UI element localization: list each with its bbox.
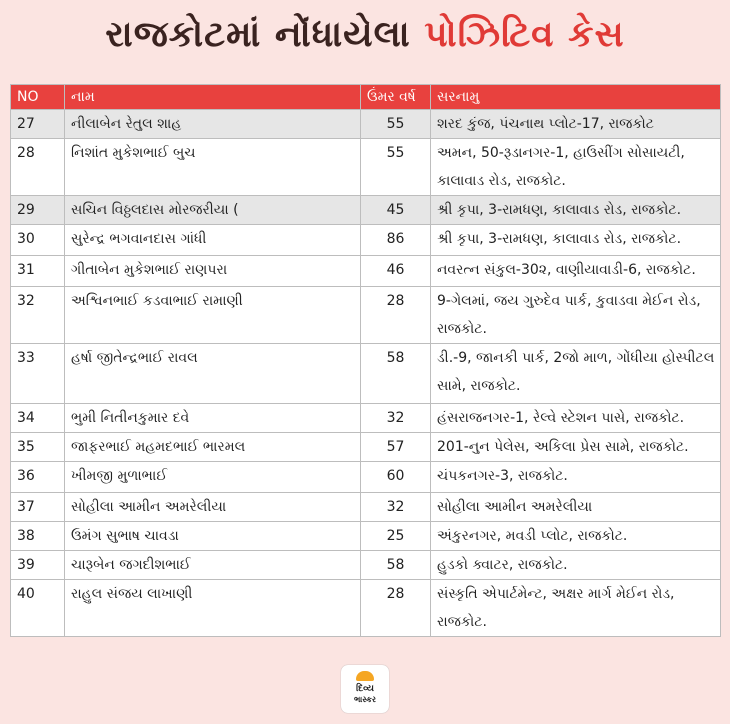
header-name: નામ xyxy=(65,85,361,110)
cell-name: નીલાબેન રેતુલ શાહ xyxy=(65,110,361,139)
table-row xyxy=(11,404,721,433)
cell-name: નિશાંત મુકેશભાઈ બુચ xyxy=(65,139,361,196)
title-part1: રાજકોટમાં નોંધાયેલા xyxy=(105,14,411,55)
table-row xyxy=(11,344,721,404)
cell-name: સચિન વિઠ્ઠલદાસ મોરજરીયા ( xyxy=(65,196,361,225)
cell-age: 55 xyxy=(361,110,431,139)
table-row xyxy=(11,493,721,522)
cell-address: નવરત્ન સંકુલ-30૨, વાણીયાવાડી-6, રાજકોટ. xyxy=(431,256,721,287)
cell-age: 86 xyxy=(361,225,431,256)
cell-address: શ્રી કૃપા, 3-રામધણ, કાલાવાડ રોડ, રાજકોટ. xyxy=(431,196,721,225)
cell-name: ખીમજી મુળાભાઈ xyxy=(65,462,361,493)
cell-age: 28 xyxy=(361,580,431,637)
header-address: સરનામુ xyxy=(431,85,721,110)
cell-address: ચંપકનગર-3, રાજકોટ. xyxy=(431,462,721,493)
cell-name: ઉમંગ સુભાષ ચાવડા xyxy=(65,522,361,551)
sun-icon xyxy=(356,671,374,681)
logo-line1: દિવ્ય xyxy=(356,684,374,694)
cell-address: હંસરાજનગર-1, રેલ્વે સ્ટેશન પાસે, રાજકોટ. xyxy=(431,404,721,433)
cell-age: 46 xyxy=(361,256,431,287)
cell-address: અંકુરનગર, મવડી પ્લોટ, રાજકોટ. xyxy=(431,522,721,551)
table-row xyxy=(11,551,721,580)
cell-no: 27 xyxy=(11,110,65,139)
title-part2: પોઝિટિવ કેસ xyxy=(424,14,625,55)
table-row xyxy=(11,462,721,493)
cell-address: સંસ્કૃતિ એપાર્ટમેન્ટ, અક્ષર માર્ગ મેઈન રોડ, રાજકોટ. xyxy=(431,580,721,637)
cell-age: 57 xyxy=(361,433,431,462)
divya-bhaskar-logo xyxy=(341,665,389,713)
cell-name: જાફરભાઈ મહમદભાઈ ભારમલ xyxy=(65,433,361,462)
cell-no: 39 xyxy=(11,551,65,580)
header-age: ઉંમર વર્ષ xyxy=(361,85,431,110)
table-header-row xyxy=(11,85,721,110)
cell-no: 29 xyxy=(11,196,65,225)
cell-no: 35 xyxy=(11,433,65,462)
cell-no: 38 xyxy=(11,522,65,551)
cell-age: 25 xyxy=(361,522,431,551)
cell-no: 32 xyxy=(11,287,65,344)
cell-no: 30 xyxy=(11,225,65,256)
cell-age: 55 xyxy=(361,139,431,196)
cell-age: 60 xyxy=(361,462,431,493)
cell-address: અમન, 50-રૂડાનગર-1, હાઉસીંગ સોસાયટી, કાલાવાડ રોડ, રાજકોટ. xyxy=(431,139,721,196)
table-row xyxy=(11,196,721,225)
cell-address: શ્રી કૃપા, 3-રામધણ, કાલાવાડ રોડ, રાજકોટ. xyxy=(431,225,721,256)
table-row xyxy=(11,433,721,462)
cell-no: 33 xyxy=(11,344,65,404)
cell-no: 31 xyxy=(11,256,65,287)
table-row xyxy=(11,110,721,139)
cell-name: ચારૂબેન જગદીશભાઈ xyxy=(65,551,361,580)
cell-age: 32 xyxy=(361,493,431,522)
cell-no: 36 xyxy=(11,462,65,493)
table-row xyxy=(11,287,721,344)
table-row xyxy=(11,256,721,287)
cell-name: ગીતાબેન મુકેશભાઈ રાણપરા xyxy=(65,256,361,287)
cell-name: ભુમી નિતીનકુમાર દવે xyxy=(65,404,361,433)
cell-no: 28 xyxy=(11,139,65,196)
cell-age: 58 xyxy=(361,344,431,404)
table-row xyxy=(11,522,721,551)
cell-age: 58 xyxy=(361,551,431,580)
cases-table xyxy=(10,84,721,637)
cell-name: અશ્વિનભાઈ કડવાભાઈ રામાણી xyxy=(65,287,361,344)
cell-age: 28 xyxy=(361,287,431,344)
cell-address: 9-ગેલમાં, જય ગુરુદેવ પાર્ક, કુવાડવા મેઈન રોડ, રાજકોટ. xyxy=(431,287,721,344)
cell-age: 32 xyxy=(361,404,431,433)
cell-no: 40 xyxy=(11,580,65,637)
cell-age: 45 xyxy=(361,196,431,225)
table-row xyxy=(11,139,721,196)
cell-name: હર્ષા જીતેન્દ્રભાઈ રાવલ xyxy=(65,344,361,404)
table-row xyxy=(11,580,721,637)
page-title xyxy=(0,14,730,56)
cell-address: સોહીલા આમીન અમરેલીયા xyxy=(431,493,721,522)
cell-address: હુડકો ક્વાટર, રાજકોટ. xyxy=(431,551,721,580)
cell-address: 201-નુન પેલેસ, અકિલા પ્રેસ સામે, રાજકોટ. xyxy=(431,433,721,462)
header-no: NO xyxy=(11,85,65,110)
cell-no: 34 xyxy=(11,404,65,433)
cell-name: સોહીલા આમીન અમરેલીયા xyxy=(65,493,361,522)
cell-no: 37 xyxy=(11,493,65,522)
cell-address: ડી.-9, જાનકી પાર્ક, 2જો માળ, ગોંધીયા હોસ્પીટલ સામે, રાજકોટ. xyxy=(431,344,721,404)
cell-name: રાહુલ સંજય લાખાણી xyxy=(65,580,361,637)
logo-line2: ભાસ્કર xyxy=(353,695,377,704)
table-row xyxy=(11,225,721,256)
cell-name: સુરેન્દ્ર ભગવાનદાસ ગાંધી xyxy=(65,225,361,256)
cell-address: શરદ કુંજ, પંચનાથ પ્લોટ-17, રાજકોટ xyxy=(431,110,721,139)
